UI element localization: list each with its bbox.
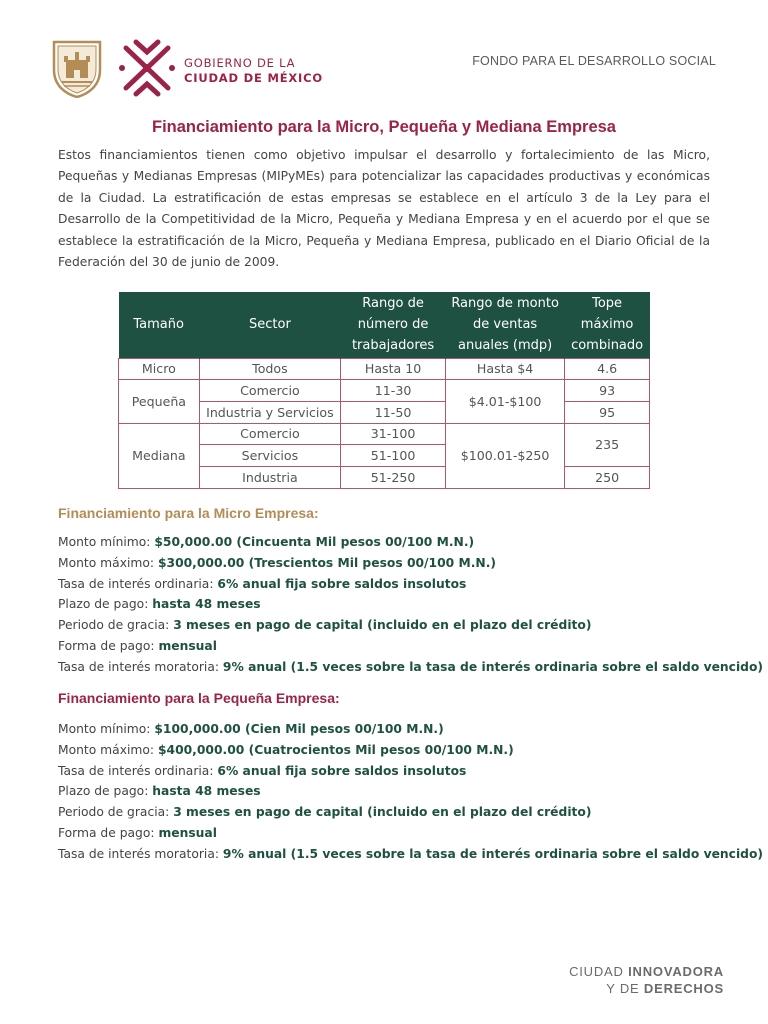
government-line-1: GOBIERNO DE LA bbox=[184, 56, 296, 70]
cell-workers: 51-250 bbox=[341, 466, 446, 488]
list-item bbox=[58, 823, 758, 844]
item-value: 3 meses en pago de capital (incluido en el plazo del crédito) bbox=[173, 618, 592, 633]
item-label: Monto máximo: bbox=[58, 555, 158, 570]
table-row bbox=[119, 358, 650, 380]
city-shield-icon bbox=[52, 40, 102, 98]
list-item bbox=[58, 844, 764, 865]
list-item bbox=[58, 615, 758, 636]
item-label: Tasa de interés moratoria: bbox=[58, 659, 223, 674]
cell-tope: 250 bbox=[565, 466, 650, 488]
pequena-section-title: Financiamiento para la Pequeña Empresa: bbox=[58, 690, 340, 706]
item-label: Forma de pago: bbox=[58, 825, 159, 840]
list-item bbox=[58, 719, 758, 740]
item-value: mensual bbox=[158, 825, 217, 840]
item-value: mensual bbox=[158, 638, 217, 653]
cell-sales: $4.01-$100 bbox=[446, 380, 565, 423]
list-item bbox=[58, 532, 758, 553]
item-value: 9% anual (1.5 veces sobre la tasa de interés ordinaria sobre el saldo vencido) bbox=[222, 659, 764, 674]
item-label: Monto mínimo: bbox=[58, 722, 155, 736]
micro-section-title: Financiamiento para la Micro Empresa: bbox=[58, 505, 319, 521]
government-name bbox=[184, 56, 323, 86]
list-item bbox=[58, 657, 764, 678]
table-row bbox=[119, 380, 650, 402]
list-item bbox=[58, 574, 758, 595]
item-value: hasta 48 meses bbox=[152, 597, 261, 612]
cell-workers: Hasta 10 bbox=[341, 358, 446, 380]
item-label: Tasa de interés ordinaria: bbox=[58, 763, 218, 778]
item-label: Periodo de gracia: bbox=[58, 618, 174, 633]
cell-sector: Comercio bbox=[199, 380, 340, 402]
item-value: 6% anual fija sobre saldos insolutos bbox=[217, 576, 467, 591]
cell-size: Micro bbox=[119, 358, 200, 380]
item-value: $50,000.00 (Cincuenta Mil pesos 00/100 M.N.) bbox=[154, 535, 475, 549]
header-tope: Tope máximo combinado bbox=[565, 292, 650, 358]
cell-sector: Comercio bbox=[199, 423, 340, 445]
government-line-2: CIUDAD DE MÉXICO bbox=[184, 71, 323, 85]
item-label: Monto máximo: bbox=[58, 742, 158, 757]
micro-section-details bbox=[58, 532, 764, 678]
cell-tope: 93 bbox=[565, 380, 650, 402]
intro-paragraph: Estos financiamientos tienen como objetivo impulsar el desarrollo y fortalecimiento de las Micro, Pequeñas y Medianas Empresas (MIPyMEs) para potencializar las capacidades productivas y económicas de la Ciudad. La estratificación de estas empresas se establece en el artículo 3 de la Ley para el Desarrollo de la Competitividad de la Micro, Pequeña y Mediana Empresa y en el acuerdo por el que se establece la estratificación de la Micro, Pequeña y Mediana Empresa, publicado en el Diario Oficial de la Federación del 30 de junio de 2009. bbox=[58, 148, 710, 270]
item-value: $400,000.00 (Cuatrocientos Mil pesos 00/100 M.N.) bbox=[157, 742, 514, 757]
footer-slogan bbox=[569, 963, 724, 997]
item-value: 6% anual fija sobre saldos insolutos bbox=[217, 763, 467, 778]
slogan-line-1 bbox=[569, 963, 724, 980]
item-label: Periodo de gracia: bbox=[58, 805, 174, 820]
cell-workers: 11-30 bbox=[341, 380, 446, 402]
stratification-table bbox=[118, 292, 650, 489]
slogan-word: CIUDAD bbox=[569, 964, 629, 979]
item-label: Plazo de pago: bbox=[58, 784, 153, 799]
list-item bbox=[58, 802, 758, 823]
cell-workers: 31-100 bbox=[341, 423, 446, 445]
cell-sales: Hasta $4 bbox=[446, 358, 565, 380]
item-value: 3 meses en pago de capital (incluido en el plazo del crédito) bbox=[173, 805, 592, 820]
cdmx-logo-icon bbox=[118, 38, 176, 98]
list-item bbox=[58, 636, 758, 657]
cell-sector: Servicios bbox=[199, 445, 340, 467]
cell-tope: 235 bbox=[565, 423, 650, 466]
header-sector: Sector bbox=[199, 292, 340, 358]
cell-tope: 4.6 bbox=[565, 358, 650, 380]
cell-workers: 11-50 bbox=[341, 401, 446, 423]
list-item bbox=[58, 594, 758, 615]
cell-tope: 95 bbox=[565, 401, 650, 423]
cell-sector: Industria y Servicios bbox=[199, 401, 340, 423]
slogan-word: Y DE bbox=[606, 981, 644, 996]
list-item bbox=[58, 781, 758, 802]
table-row bbox=[119, 423, 650, 445]
slogan-word-bold: INNOVADORA bbox=[628, 964, 724, 979]
page-header bbox=[52, 38, 732, 108]
cell-size: Pequeña bbox=[119, 380, 200, 423]
cell-sales: $100.01-$250 bbox=[446, 423, 565, 488]
list-item bbox=[58, 761, 758, 782]
item-value: 9% anual (1.5 veces sobre la tasa de interés ordinaria sobre el saldo vencido) bbox=[222, 846, 764, 861]
item-value: hasta 48 meses bbox=[152, 784, 261, 799]
table-header-row bbox=[119, 292, 650, 358]
header-workers: Rango de número de trabajadores bbox=[341, 292, 446, 358]
item-label: Tasa de interés moratoria: bbox=[58, 846, 223, 861]
list-item bbox=[58, 553, 758, 574]
header-sales: Rango de monto de ventas anuales (mdp) bbox=[446, 292, 565, 358]
item-value: $100,000.00 (Cien Mil pesos 00/100 M.N.) bbox=[154, 722, 444, 736]
cell-workers: 51-100 bbox=[341, 445, 446, 467]
cell-size: Mediana bbox=[119, 423, 200, 488]
cell-sector: Industria bbox=[199, 466, 340, 488]
cell-sector: Todos bbox=[199, 358, 340, 380]
fund-name: FONDO PARA EL DESARROLLO SOCIAL bbox=[472, 54, 716, 68]
item-label: Monto mínimo: bbox=[58, 535, 155, 549]
slogan-line-2 bbox=[569, 980, 724, 997]
page-title: Financiamiento para la Micro, Pequeña y Mediana Empresa bbox=[152, 118, 616, 136]
header-size: Tamaño bbox=[119, 292, 200, 358]
item-label: Plazo de pago: bbox=[58, 597, 153, 612]
item-value: $300,000.00 (Trescientos Mil pesos 00/100 M.N.) bbox=[157, 555, 496, 570]
pequena-section-details bbox=[58, 719, 764, 865]
list-item bbox=[58, 740, 758, 761]
item-label: Tasa de interés ordinaria: bbox=[58, 576, 218, 591]
item-label: Forma de pago: bbox=[58, 638, 159, 653]
slogan-word-bold: DERECHOS bbox=[643, 981, 724, 996]
